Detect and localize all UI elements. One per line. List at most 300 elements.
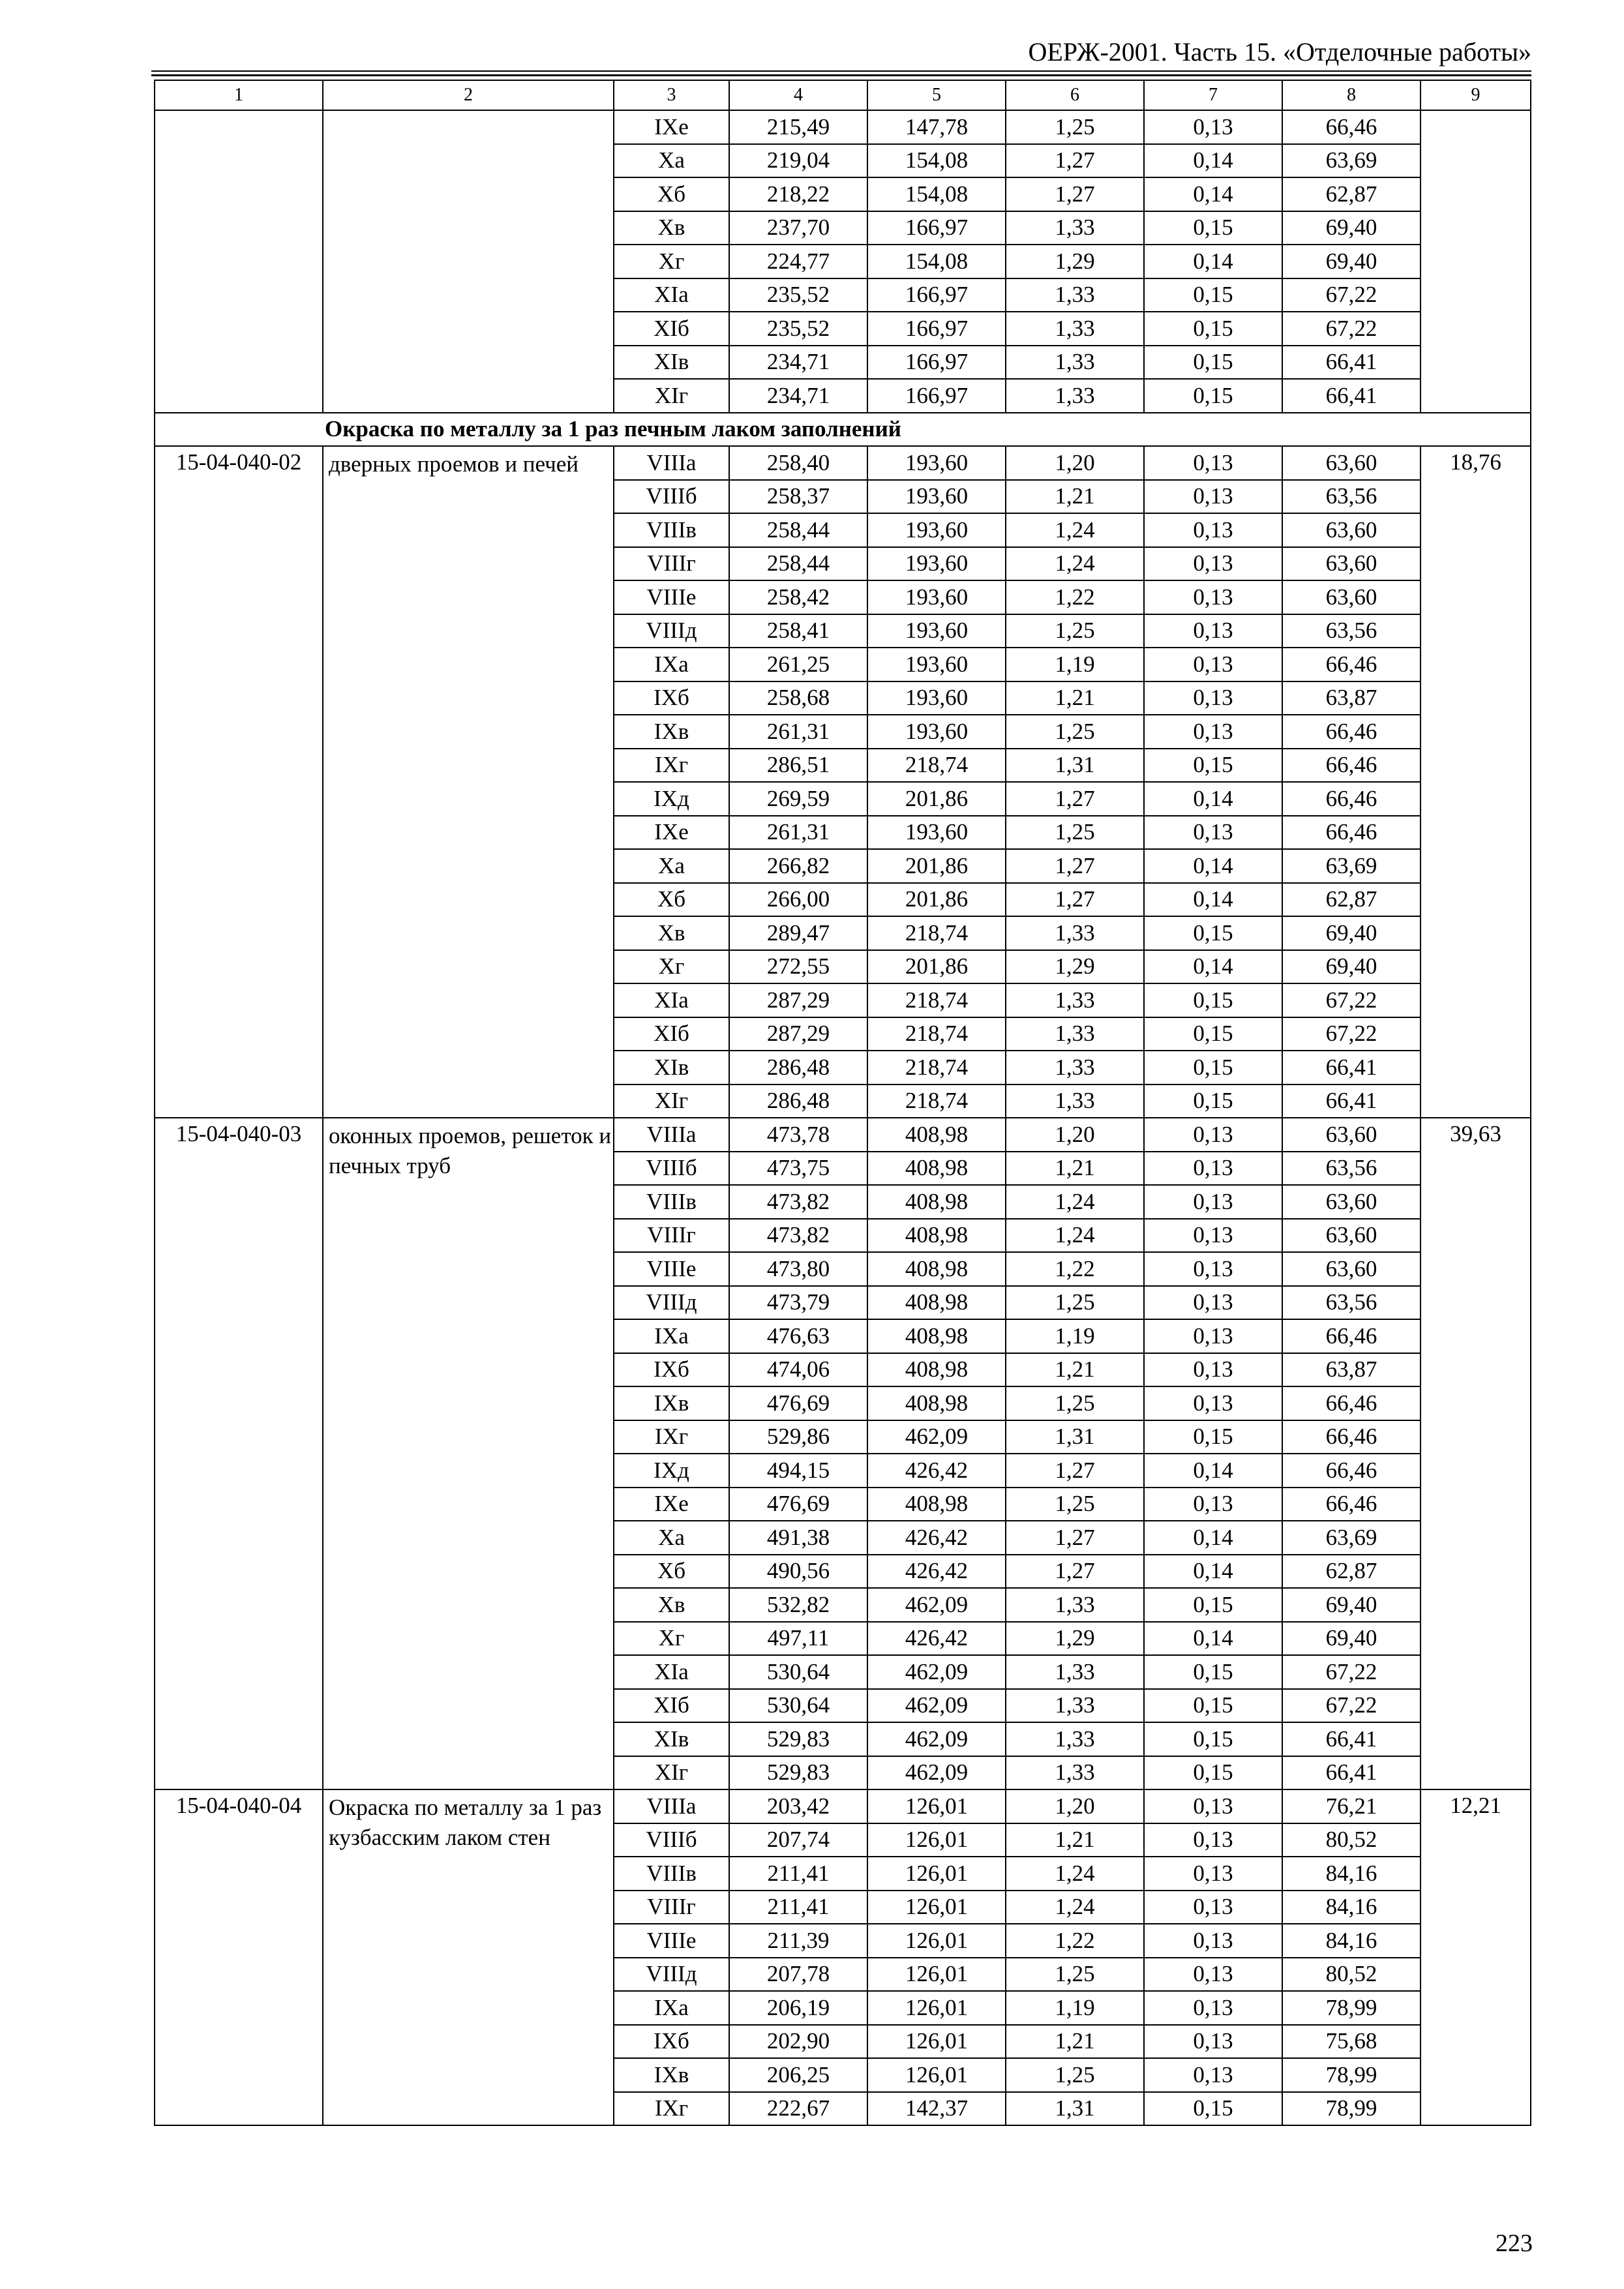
column-number-4: 4 xyxy=(729,80,867,110)
cell-col-8: 63,56 xyxy=(1282,480,1421,514)
cell-col-6: 1,24 xyxy=(1006,1857,1144,1891)
cell-col-7: 0,15 xyxy=(1144,916,1282,950)
cell-col-3: VIIIб xyxy=(614,1823,729,1857)
cell-col-8: 66,41 xyxy=(1282,1051,1421,1085)
cell-col-4: 286,48 xyxy=(729,1051,867,1085)
cell-col-8: 63,56 xyxy=(1282,614,1421,648)
cell-col-3: VIIIд xyxy=(614,614,729,648)
cell-col-3: XIa xyxy=(614,278,729,312)
cell-col-7: 0,13 xyxy=(1144,547,1282,581)
cell-col-7: 0,15 xyxy=(1144,312,1282,346)
cell-col-7: 0,15 xyxy=(1144,983,1282,1017)
cell-col-7: 0,14 xyxy=(1144,245,1282,278)
cell-col-3: Xв xyxy=(614,916,729,950)
cell-col-6: 1,21 xyxy=(1006,1823,1144,1857)
column-number-1: 1 xyxy=(155,80,323,110)
cell-col-6: 1,25 xyxy=(1006,614,1144,648)
cell-col-5: 201,86 xyxy=(867,950,1006,984)
cell-col-7: 0,14 xyxy=(1144,177,1282,211)
cell-col-5: 126,01 xyxy=(867,2058,1006,2092)
cell-col-8: 78,99 xyxy=(1282,2092,1421,2126)
cell-col-8: 76,21 xyxy=(1282,1789,1421,1823)
cell-col-7: 0,15 xyxy=(1144,1420,1282,1454)
cell-col-8: 63,69 xyxy=(1282,144,1421,178)
cell-col-8: 63,60 xyxy=(1282,513,1421,547)
cell-col-5: 193,60 xyxy=(867,681,1006,715)
cell-col-8: 67,22 xyxy=(1282,278,1421,312)
cell-col-3: Xг xyxy=(614,950,729,984)
column-number-2: 2 xyxy=(323,80,614,110)
table-row xyxy=(155,1118,1531,1152)
cell-col-6: 1,25 xyxy=(1006,2058,1144,2092)
cell-col-6: 1,21 xyxy=(1006,2025,1144,2059)
cell-col-4: 261,25 xyxy=(729,648,867,681)
cell-col-6: 1,20 xyxy=(1006,1789,1144,1823)
cell-col-6: 1,33 xyxy=(1006,211,1144,245)
code-cell: 15-04-040-04 xyxy=(155,1789,323,2125)
cell-col-7: 0,13 xyxy=(1144,648,1282,681)
cell-col-5: 166,97 xyxy=(867,346,1006,380)
cell-col-7: 0,15 xyxy=(1144,346,1282,380)
cell-col-4: 287,29 xyxy=(729,983,867,1017)
cell-col-7: 0,14 xyxy=(1144,1454,1282,1488)
cell-col-4: 497,11 xyxy=(729,1622,867,1656)
cell-col-5: 408,98 xyxy=(867,1319,1006,1353)
cell-col-7: 0,15 xyxy=(1144,1017,1282,1051)
description-cell: оконных проемов, решеток и печных труб xyxy=(323,1118,614,1789)
cell-col-3: XIб xyxy=(614,312,729,346)
cell-col-3: Xг xyxy=(614,245,729,278)
cell-col-7: 0,14 xyxy=(1144,1622,1282,1656)
cell-col-3: XIб xyxy=(614,1017,729,1051)
cell-col-5: 426,42 xyxy=(867,1454,1006,1488)
cell-col-6: 1,33 xyxy=(1006,312,1144,346)
cell-col-4: 258,44 xyxy=(729,513,867,547)
cell-col-6: 1,22 xyxy=(1006,1252,1144,1286)
cell-col-8: 63,87 xyxy=(1282,681,1421,715)
cell-col-8: 66,46 xyxy=(1282,816,1421,850)
page-header: ОЕРЖ-2001. Часть 15. «Отделочные работы» xyxy=(1028,37,1531,67)
cell-col-4: 235,52 xyxy=(729,278,867,312)
code-cell xyxy=(155,110,323,413)
cell-col-7: 0,15 xyxy=(1144,749,1282,783)
cell-col-5: 147,78 xyxy=(867,110,1006,144)
cell-col-6: 1,25 xyxy=(1006,1958,1144,1992)
cell-col-7: 0,13 xyxy=(1144,1353,1282,1387)
cell-col-3: Xб xyxy=(614,1555,729,1589)
cell-col-4: 476,69 xyxy=(729,1386,867,1420)
cell-col-8: 63,87 xyxy=(1282,1353,1421,1387)
cell-col-7: 0,13 xyxy=(1144,681,1282,715)
cell-col-8: 69,40 xyxy=(1282,1588,1421,1622)
cell-col-6: 1,19 xyxy=(1006,1991,1144,2025)
cell-col-8: 63,60 xyxy=(1282,1118,1421,1152)
cell-col-4: 473,79 xyxy=(729,1286,867,1320)
column-number-3: 3 xyxy=(614,80,729,110)
cell-col-3: Xa xyxy=(614,849,729,883)
price-cell: 12,21 xyxy=(1421,1789,1531,2125)
cell-col-6: 1,20 xyxy=(1006,446,1144,480)
cell-col-8: 66,46 xyxy=(1282,1454,1421,1488)
cell-col-3: IXe xyxy=(614,816,729,850)
cell-col-7: 0,15 xyxy=(1144,2092,1282,2126)
cell-col-4: 269,59 xyxy=(729,782,867,816)
cell-col-6: 1,33 xyxy=(1006,346,1144,380)
cell-col-6: 1,27 xyxy=(1006,782,1144,816)
cell-col-4: 490,56 xyxy=(729,1555,867,1589)
cell-col-4: 473,78 xyxy=(729,1118,867,1152)
cell-col-4: 494,15 xyxy=(729,1454,867,1488)
cell-col-6: 1,27 xyxy=(1006,144,1144,178)
cell-col-3: IXб xyxy=(614,1353,729,1387)
cell-col-3: VIIIг xyxy=(614,547,729,581)
cell-col-5: 218,74 xyxy=(867,1051,1006,1085)
section-title-row xyxy=(155,413,1531,447)
cell-col-6: 1,24 xyxy=(1006,513,1144,547)
cell-col-8: 78,99 xyxy=(1282,1991,1421,2025)
cell-col-8: 66,46 xyxy=(1282,1386,1421,1420)
cell-col-6: 1,33 xyxy=(1006,983,1144,1017)
cell-col-8: 63,60 xyxy=(1282,1219,1421,1253)
cell-col-8: 62,87 xyxy=(1282,883,1421,917)
cell-col-7: 0,15 xyxy=(1144,1588,1282,1622)
cell-col-5: 193,60 xyxy=(867,614,1006,648)
cell-col-5: 154,08 xyxy=(867,245,1006,278)
cell-col-5: 126,01 xyxy=(867,1789,1006,1823)
cell-col-6: 1,31 xyxy=(1006,749,1144,783)
cell-col-3: IXг xyxy=(614,749,729,783)
cell-col-8: 63,69 xyxy=(1282,1521,1421,1555)
cell-col-5: 462,09 xyxy=(867,1689,1006,1723)
cell-col-5: 462,09 xyxy=(867,1655,1006,1689)
cell-col-8: 63,60 xyxy=(1282,580,1421,614)
cell-col-5: 166,97 xyxy=(867,312,1006,346)
cell-col-8: 69,40 xyxy=(1282,916,1421,950)
cell-col-3: XIa xyxy=(614,983,729,1017)
cell-col-4: 473,82 xyxy=(729,1185,867,1219)
cell-col-3: VIIIa xyxy=(614,1118,729,1152)
cell-col-3: XIв xyxy=(614,1722,729,1756)
cell-col-6: 1,24 xyxy=(1006,1219,1144,1253)
cell-col-6: 1,24 xyxy=(1006,547,1144,581)
cell-col-4: 491,38 xyxy=(729,1521,867,1555)
cell-col-5: 166,97 xyxy=(867,211,1006,245)
cell-col-8: 63,60 xyxy=(1282,547,1421,581)
cell-col-4: 261,31 xyxy=(729,715,867,749)
cell-col-3: Xв xyxy=(614,1588,729,1622)
cell-col-6: 1,33 xyxy=(1006,1588,1144,1622)
cell-col-8: 75,68 xyxy=(1282,2025,1421,2059)
column-number-5: 5 xyxy=(867,80,1006,110)
cell-col-4: 206,19 xyxy=(729,1991,867,2025)
cell-col-8: 66,46 xyxy=(1282,648,1421,681)
cell-col-5: 408,98 xyxy=(867,1252,1006,1286)
column-number-row xyxy=(155,80,1531,110)
cell-col-7: 0,13 xyxy=(1144,1789,1282,1823)
cell-col-7: 0,14 xyxy=(1144,144,1282,178)
cell-col-4: 206,25 xyxy=(729,2058,867,2092)
cell-col-6: 1,19 xyxy=(1006,1319,1144,1353)
cell-col-4: 211,41 xyxy=(729,1857,867,1891)
cell-col-7: 0,14 xyxy=(1144,883,1282,917)
cell-col-3: IXa xyxy=(614,648,729,681)
header-rule-double xyxy=(151,74,1531,76)
cell-col-4: 529,83 xyxy=(729,1756,867,1790)
cell-col-6: 1,33 xyxy=(1006,1689,1144,1723)
cell-col-4: 530,64 xyxy=(729,1689,867,1723)
cell-col-8: 66,41 xyxy=(1282,346,1421,380)
cell-col-5: 408,98 xyxy=(867,1185,1006,1219)
cell-col-7: 0,15 xyxy=(1144,278,1282,312)
cell-col-8: 84,16 xyxy=(1282,1891,1421,1924)
cell-col-7: 0,14 xyxy=(1144,782,1282,816)
cell-col-6: 1,27 xyxy=(1006,1521,1144,1555)
cell-col-7: 0,13 xyxy=(1144,446,1282,480)
cell-col-6: 1,24 xyxy=(1006,1891,1144,1924)
cell-col-8: 67,22 xyxy=(1282,1689,1421,1723)
cell-col-7: 0,13 xyxy=(1144,1252,1282,1286)
cell-col-8: 63,69 xyxy=(1282,849,1421,883)
cell-col-6: 1,22 xyxy=(1006,1924,1144,1958)
cell-col-6: 1,25 xyxy=(1006,816,1144,850)
cell-col-4: 258,68 xyxy=(729,681,867,715)
cell-col-8: 63,60 xyxy=(1282,1185,1421,1219)
cell-col-5: 193,60 xyxy=(867,715,1006,749)
cell-col-4: 286,51 xyxy=(729,749,867,783)
cell-col-7: 0,13 xyxy=(1144,1319,1282,1353)
cell-col-5: 193,60 xyxy=(867,816,1006,850)
cell-col-7: 0,13 xyxy=(1144,816,1282,850)
cell-col-3: VIIIг xyxy=(614,1219,729,1253)
code-cell: 15-04-040-02 xyxy=(155,446,323,1118)
description-cell xyxy=(323,110,614,413)
cell-col-4: 215,49 xyxy=(729,110,867,144)
cell-col-3: IXд xyxy=(614,1454,729,1488)
cell-col-4: 261,31 xyxy=(729,816,867,850)
cell-col-3: XIa xyxy=(614,1655,729,1689)
cell-col-4: 258,41 xyxy=(729,614,867,648)
cell-col-5: 408,98 xyxy=(867,1152,1006,1186)
cell-col-3: IXб xyxy=(614,2025,729,2059)
cell-col-3: VIIIб xyxy=(614,480,729,514)
cell-col-7: 0,13 xyxy=(1144,2058,1282,2092)
cell-col-3: XIб xyxy=(614,1689,729,1723)
cell-col-4: 473,75 xyxy=(729,1152,867,1186)
cell-col-7: 0,13 xyxy=(1144,1488,1282,1521)
code-cell: 15-04-040-03 xyxy=(155,1118,323,1789)
cell-col-5: 193,60 xyxy=(867,446,1006,480)
cell-col-4: 473,82 xyxy=(729,1219,867,1253)
cell-col-8: 67,22 xyxy=(1282,312,1421,346)
cell-col-5: 218,74 xyxy=(867,749,1006,783)
cell-col-7: 0,13 xyxy=(1144,1991,1282,2025)
cell-col-4: 207,74 xyxy=(729,1823,867,1857)
cell-col-8: 62,87 xyxy=(1282,1555,1421,1589)
cell-col-6: 1,27 xyxy=(1006,1555,1144,1589)
cell-col-4: 203,42 xyxy=(729,1789,867,1823)
cell-col-5: 166,97 xyxy=(867,278,1006,312)
cell-col-3: XIв xyxy=(614,1051,729,1085)
cell-col-8: 69,40 xyxy=(1282,1622,1421,1656)
cell-col-4: 532,82 xyxy=(729,1588,867,1622)
cell-col-7: 0,13 xyxy=(1144,1891,1282,1924)
cell-col-6: 1,33 xyxy=(1006,1756,1144,1790)
cell-col-8: 63,60 xyxy=(1282,1252,1421,1286)
column-number-6: 6 xyxy=(1006,80,1144,110)
cell-col-5: 154,08 xyxy=(867,177,1006,211)
cell-col-8: 84,16 xyxy=(1282,1857,1421,1891)
cell-col-5: 218,74 xyxy=(867,1017,1006,1051)
cell-col-5: 193,60 xyxy=(867,648,1006,681)
cell-col-8: 67,22 xyxy=(1282,1017,1421,1051)
cell-col-6: 1,27 xyxy=(1006,177,1144,211)
cell-col-5: 201,86 xyxy=(867,849,1006,883)
cell-col-8: 69,40 xyxy=(1282,211,1421,245)
price-cell: 39,63 xyxy=(1421,1118,1531,1789)
table-row xyxy=(155,110,1531,144)
cell-col-7: 0,13 xyxy=(1144,715,1282,749)
cell-col-6: 1,25 xyxy=(1006,1286,1144,1320)
cell-col-5: 408,98 xyxy=(867,1386,1006,1420)
cell-col-3: Xг xyxy=(614,1622,729,1656)
cell-col-3: VIIIe xyxy=(614,580,729,614)
cell-col-7: 0,13 xyxy=(1144,110,1282,144)
cell-col-6: 1,25 xyxy=(1006,1386,1144,1420)
cell-col-3: VIIIe xyxy=(614,1252,729,1286)
price-cell xyxy=(1421,110,1531,413)
cell-col-4: 529,86 xyxy=(729,1420,867,1454)
cell-col-4: 258,37 xyxy=(729,480,867,514)
cell-col-8: 67,22 xyxy=(1282,1655,1421,1689)
cell-col-4: 286,48 xyxy=(729,1085,867,1118)
cell-col-6: 1,33 xyxy=(1006,1017,1144,1051)
cell-col-6: 1,21 xyxy=(1006,1152,1144,1186)
cell-col-4: 202,90 xyxy=(729,2025,867,2059)
cell-col-6: 1,22 xyxy=(1006,580,1144,614)
cell-col-3: VIIIд xyxy=(614,1958,729,1992)
cell-col-8: 84,16 xyxy=(1282,1924,1421,1958)
cell-col-8: 67,22 xyxy=(1282,983,1421,1017)
cell-col-7: 0,13 xyxy=(1144,513,1282,547)
cell-col-7: 0,13 xyxy=(1144,1219,1282,1253)
cell-col-6: 1,33 xyxy=(1006,379,1144,413)
cell-col-3: IXв xyxy=(614,2058,729,2092)
cell-col-4: 287,29 xyxy=(729,1017,867,1051)
cell-col-4: 266,00 xyxy=(729,883,867,917)
cell-col-3: IXa xyxy=(614,1319,729,1353)
cell-col-5: 408,98 xyxy=(867,1286,1006,1320)
cell-col-6: 1,33 xyxy=(1006,1051,1144,1085)
cell-col-8: 66,46 xyxy=(1282,110,1421,144)
cell-col-7: 0,13 xyxy=(1144,1185,1282,1219)
cell-col-7: 0,15 xyxy=(1144,1655,1282,1689)
cell-col-6: 1,33 xyxy=(1006,1722,1144,1756)
column-number-9: 9 xyxy=(1421,80,1531,110)
cell-col-8: 66,46 xyxy=(1282,782,1421,816)
cell-col-8: 69,40 xyxy=(1282,950,1421,984)
cell-col-6: 1,31 xyxy=(1006,2092,1144,2126)
cell-col-7: 0,13 xyxy=(1144,580,1282,614)
cell-col-3: IXe xyxy=(614,1488,729,1521)
cell-col-5: 126,01 xyxy=(867,1891,1006,1924)
cell-col-3: VIIIa xyxy=(614,1789,729,1823)
cell-col-7: 0,15 xyxy=(1144,211,1282,245)
cell-col-6: 1,20 xyxy=(1006,1118,1144,1152)
cell-col-7: 0,14 xyxy=(1144,849,1282,883)
cell-col-6: 1,27 xyxy=(1006,849,1144,883)
cell-col-8: 63,60 xyxy=(1282,446,1421,480)
cell-col-7: 0,15 xyxy=(1144,1689,1282,1723)
cell-col-3: VIIIe xyxy=(614,1924,729,1958)
cell-col-7: 0,15 xyxy=(1144,1051,1282,1085)
cell-col-6: 1,29 xyxy=(1006,950,1144,984)
cell-col-5: 462,09 xyxy=(867,1722,1006,1756)
cell-col-4: 224,77 xyxy=(729,245,867,278)
cell-col-6: 1,19 xyxy=(1006,648,1144,681)
cell-col-3: Xб xyxy=(614,177,729,211)
description-cell: Окраска по металлу за 1 раз кузбасским лаком стен xyxy=(323,1789,614,2125)
cell-col-5: 462,09 xyxy=(867,1756,1006,1790)
cell-col-6: 1,27 xyxy=(1006,1454,1144,1488)
cell-col-5: 426,42 xyxy=(867,1622,1006,1656)
cell-col-5: 408,98 xyxy=(867,1219,1006,1253)
cell-col-3: IXд xyxy=(614,782,729,816)
cell-col-3: IXa xyxy=(614,1991,729,2025)
cell-col-8: 66,46 xyxy=(1282,715,1421,749)
cell-col-7: 0,15 xyxy=(1144,379,1282,413)
cell-col-4: 258,42 xyxy=(729,580,867,614)
price-cell: 18,76 xyxy=(1421,446,1531,1118)
cell-col-3: IXг xyxy=(614,2092,729,2126)
table-row xyxy=(155,1789,1531,1823)
cell-col-5: 126,01 xyxy=(867,1991,1006,2025)
cell-col-6: 1,31 xyxy=(1006,1420,1144,1454)
column-number-7: 7 xyxy=(1144,80,1282,110)
cell-col-4: 266,82 xyxy=(729,849,867,883)
cell-col-5: 126,01 xyxy=(867,1857,1006,1891)
cell-col-8: 66,41 xyxy=(1282,1722,1421,1756)
cell-col-8: 66,46 xyxy=(1282,1319,1421,1353)
cell-col-4: 218,22 xyxy=(729,177,867,211)
cell-col-5: 426,42 xyxy=(867,1521,1006,1555)
cell-col-4: 258,40 xyxy=(729,446,867,480)
cell-col-5: 193,60 xyxy=(867,547,1006,581)
cell-col-7: 0,15 xyxy=(1144,1085,1282,1118)
header-rule xyxy=(151,70,1531,72)
cell-col-6: 1,24 xyxy=(1006,1185,1144,1219)
cell-col-7: 0,13 xyxy=(1144,1924,1282,1958)
column-number-8: 8 xyxy=(1282,80,1421,110)
rates-table xyxy=(154,80,1531,2126)
cell-col-6: 1,33 xyxy=(1006,1085,1144,1118)
cell-col-8: 63,56 xyxy=(1282,1152,1421,1186)
cell-col-5: 218,74 xyxy=(867,983,1006,1017)
cell-col-8: 66,41 xyxy=(1282,379,1421,413)
cell-col-6: 1,33 xyxy=(1006,1655,1144,1689)
cell-col-5: 126,01 xyxy=(867,1823,1006,1857)
cell-col-5: 193,60 xyxy=(867,480,1006,514)
cell-col-5: 426,42 xyxy=(867,1555,1006,1589)
cell-col-7: 0,14 xyxy=(1144,1555,1282,1589)
cell-col-3: IXe xyxy=(614,110,729,144)
cell-col-6: 1,29 xyxy=(1006,245,1144,278)
description-cell: дверных проемов и печей xyxy=(323,446,614,1118)
cell-col-8: 63,56 xyxy=(1282,1286,1421,1320)
cell-col-3: IXв xyxy=(614,1386,729,1420)
cell-col-7: 0,13 xyxy=(1144,1286,1282,1320)
cell-col-4: 222,67 xyxy=(729,2092,867,2126)
cell-col-4: 476,63 xyxy=(729,1319,867,1353)
